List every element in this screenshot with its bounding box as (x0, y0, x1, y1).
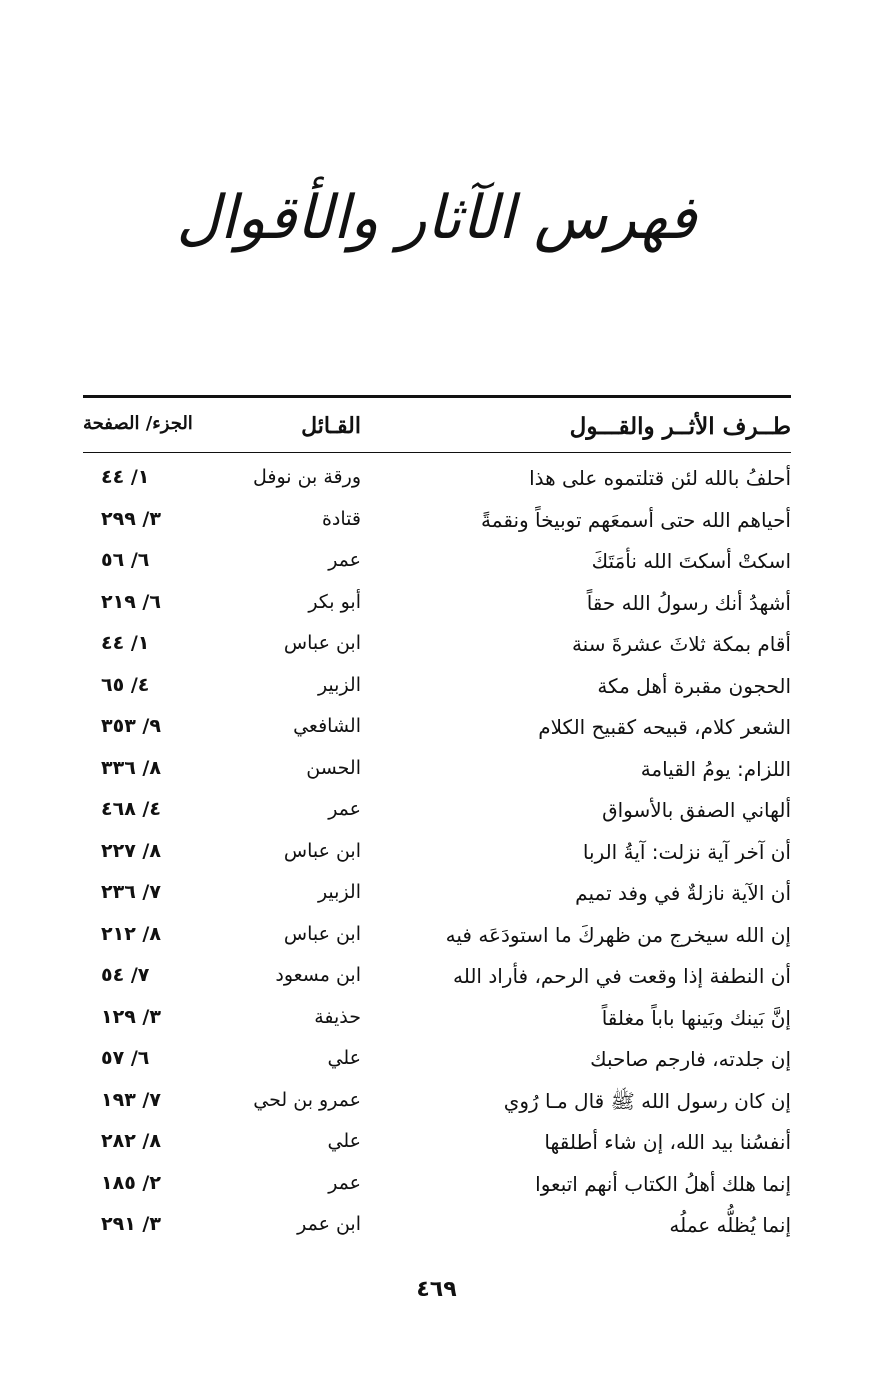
entry-sayer: أبو بكر (308, 590, 361, 613)
entry-sayer: علي (327, 1047, 361, 1069)
table-row (83, 1126, 791, 1168)
entry-sayer: ابن عباس (283, 632, 361, 654)
entry-ref: ٤/ ٦٥ (101, 673, 150, 696)
entry-sayer: علي (327, 1130, 361, 1152)
entry-sayer: عمرو بن لحي (253, 1088, 361, 1111)
entry-phrase: أن النطفة إذا وقعت في الرحم، فأراد الله (452, 964, 791, 988)
entry-phrase: الشعر كلام، قبيحه كقبيح الكلام (538, 715, 791, 739)
entry-phrase: أحلفُ بالله لئن قتلتموه على هذا (529, 466, 791, 490)
entry-ref: ٨/ ٢٢٧ (101, 839, 161, 862)
entry-sayer: ابن عباس (283, 922, 361, 945)
table-row (83, 1209, 791, 1251)
top-rule (83, 395, 791, 398)
entry-ref: ٨/ ٢١٢ (101, 922, 161, 945)
entry-phrase: أن الآية نازلةٌ في وفد تميم (575, 881, 791, 905)
entry-phrase: اسكتْ أسكتَ الله نأمَتَكَ (591, 549, 791, 573)
entry-sayer: عمر (328, 798, 361, 820)
table-row (83, 1085, 791, 1127)
table-row (83, 1002, 791, 1044)
entry-ref: ٦/ ٢١٩ (101, 590, 161, 613)
entry-phrase: إنما يُظلُّه عملُه (669, 1213, 791, 1237)
table-row (83, 504, 791, 546)
page-title: فهرس الآثار والأقوال (176, 183, 697, 253)
entry-ref: ٣/ ٢٩٩ (101, 507, 161, 530)
entry-ref: ١/ ٤٤ (101, 466, 150, 488)
entries-list (83, 462, 791, 1251)
entry-ref: ٧/ ١٩٣ (101, 1088, 161, 1111)
entry-phrase: أشهدُ أنك رسولُ الله حقاً (586, 590, 791, 615)
entry-phrase: أحياهم الله حتى أسمعَهم توبيخاً ونقمةً (481, 507, 791, 532)
table-row (83, 587, 791, 629)
entry-phrase: الحجون مقبرة أهل مكة (597, 673, 791, 698)
entry-sayer: ابن مسعود (275, 964, 361, 986)
table-row (83, 877, 791, 919)
entry-ref: ١/ ٤٤ (101, 632, 150, 654)
entry-sayer: عمر (328, 549, 361, 571)
entry-sayer: الشافعي (293, 715, 361, 737)
table-row (83, 794, 791, 836)
entry-phrase: اللزام: يومُ القيامة (640, 756, 791, 781)
entry-phrase: ألهاني الصفق بالأسواق (602, 798, 791, 822)
entry-sayer: الحسن (306, 756, 361, 779)
header-rule (83, 452, 791, 453)
entry-sayer: الزبير (317, 881, 361, 903)
entry-sayer: قتادة (321, 507, 361, 530)
entry-phrase: أقام بمكة ثلاثَ عشرةَ سنة (571, 632, 791, 656)
entry-phrase: أنفسُنا بيد الله، إن شاء أطلقها (544, 1130, 791, 1154)
entry-ref: ٤/ ٤٦٨ (101, 798, 161, 820)
entry-sayer: الزبير (317, 673, 361, 696)
entry-ref: ٣/ ١٢٩ (101, 1005, 161, 1028)
table-row (83, 670, 791, 712)
entry-ref: ٧/ ٢٣٦ (101, 881, 161, 903)
table-row (83, 1168, 791, 1210)
table-header (83, 413, 791, 451)
entry-phrase: إنما هلك أهلُ الكتاب أنهم اتبعوا (535, 1171, 791, 1196)
entry-phrase: إن كان رسول الله ﷺ قال مـا رُوي (503, 1088, 791, 1113)
entry-ref: ٧/ ٥٤ (101, 964, 150, 986)
header-ref: الجزء/ الصفحة (83, 413, 193, 434)
header-phrase: طــرف الأثــر والقـــول (569, 413, 791, 440)
entry-ref: ٨/ ٣٣٦ (101, 756, 161, 779)
entry-ref: ٨/ ٢٨٢ (101, 1130, 161, 1152)
table-row (83, 1043, 791, 1085)
entry-sayer: ابن عباس (283, 839, 361, 862)
entry-sayer: حذيفة (314, 1005, 361, 1028)
table-row (83, 960, 791, 1002)
entry-sayer: ورقة بن نوفل (252, 466, 361, 488)
entry-phrase: أن آخر آية نزلت: آيةُ الربا (582, 839, 791, 864)
table-row (83, 545, 791, 587)
entry-sayer: ابن عمر (297, 1213, 361, 1235)
entry-ref: ٦/ ٥٦ (101, 549, 150, 571)
entry-phrase: إن جلدته، فارجم صاحبك (590, 1047, 791, 1071)
table-row (83, 836, 791, 878)
entry-sayer: عمر (328, 1171, 361, 1194)
header-sayer: القـائل (301, 413, 361, 439)
page-number: ٤٦٩ (416, 1277, 457, 1302)
entry-ref: ٦/ ٥٧ (101, 1047, 150, 1069)
table-row (83, 628, 791, 670)
entry-ref: ٩/ ٣٥٣ (101, 715, 161, 737)
entry-ref: ٢/ ١٨٥ (101, 1171, 161, 1194)
entry-ref: ٣/ ٢٩١ (101, 1213, 161, 1235)
table-row (83, 462, 791, 504)
table-row (83, 753, 791, 795)
entry-phrase: إنَّ بَينك وبَينها باباً مغلقاً (601, 1005, 791, 1030)
table-row (83, 919, 791, 961)
entry-phrase: إن الله سيخرج من ظهركَ ما استودَعَه فيه (445, 922, 791, 947)
table-row (83, 711, 791, 753)
